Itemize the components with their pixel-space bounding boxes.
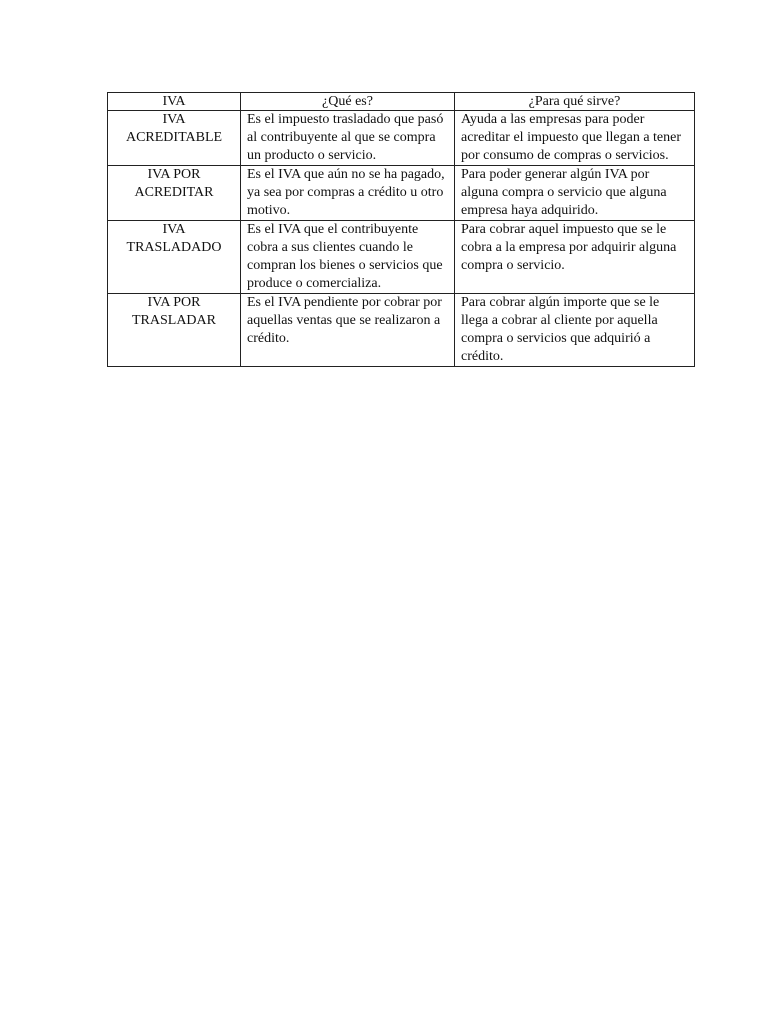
iva-table bbox=[107, 92, 695, 367]
row-que-es-cell: Es el IVA pendiente por cobrar por aquellas ventas que se realizaron a crédito. bbox=[241, 294, 455, 367]
row-para-que-sirve-cell: Para cobrar aquel impuesto que se le cobra a la empresa por adquirir alguna compra o servicio. bbox=[455, 221, 695, 294]
row-que-es-cell: Es el IVA que aún no se ha pagado, ya sea por compras a crédito u otro motivo. bbox=[241, 166, 455, 221]
table-header-row bbox=[108, 93, 695, 111]
row-para-que-sirve-cell: Ayuda a las empresas para poder acreditar el impuesto que llegan a tener por consumo de compras o servicios. bbox=[455, 111, 695, 166]
header-iva: IVA bbox=[108, 93, 241, 111]
header-que-es: ¿Qué es? bbox=[241, 93, 455, 111]
row-que-es-cell: Es el IVA que el contribuyente cobra a sus clientes cuando le compran los bienes o servicios que produce o comercializa. bbox=[241, 221, 455, 294]
row-term-cell: IVA POR TRASLADAR bbox=[108, 294, 241, 367]
row-term-cell: IVA POR ACREDITAR bbox=[108, 166, 241, 221]
row-para-que-sirve-cell: Para cobrar algún importe que se le llega a cobrar al cliente por aquella compra o servicios que adquirió a crédito. bbox=[455, 294, 695, 367]
table-row bbox=[108, 221, 695, 294]
row-que-es-cell: Es el impuesto trasladado que pasó al contribuyente al que se compra un producto o servicio. bbox=[241, 111, 455, 166]
table-row bbox=[108, 111, 695, 166]
row-para-que-sirve-cell: Para poder generar algún IVA por alguna compra o servicio que alguna empresa haya adquirido. bbox=[455, 166, 695, 221]
row-term-cell: IVA TRASLADADO bbox=[108, 221, 241, 294]
header-para-que-sirve: ¿Para qué sirve? bbox=[455, 93, 695, 111]
table-row bbox=[108, 294, 695, 367]
table-row bbox=[108, 166, 695, 221]
row-term-cell: IVA ACREDITABLE bbox=[108, 111, 241, 166]
